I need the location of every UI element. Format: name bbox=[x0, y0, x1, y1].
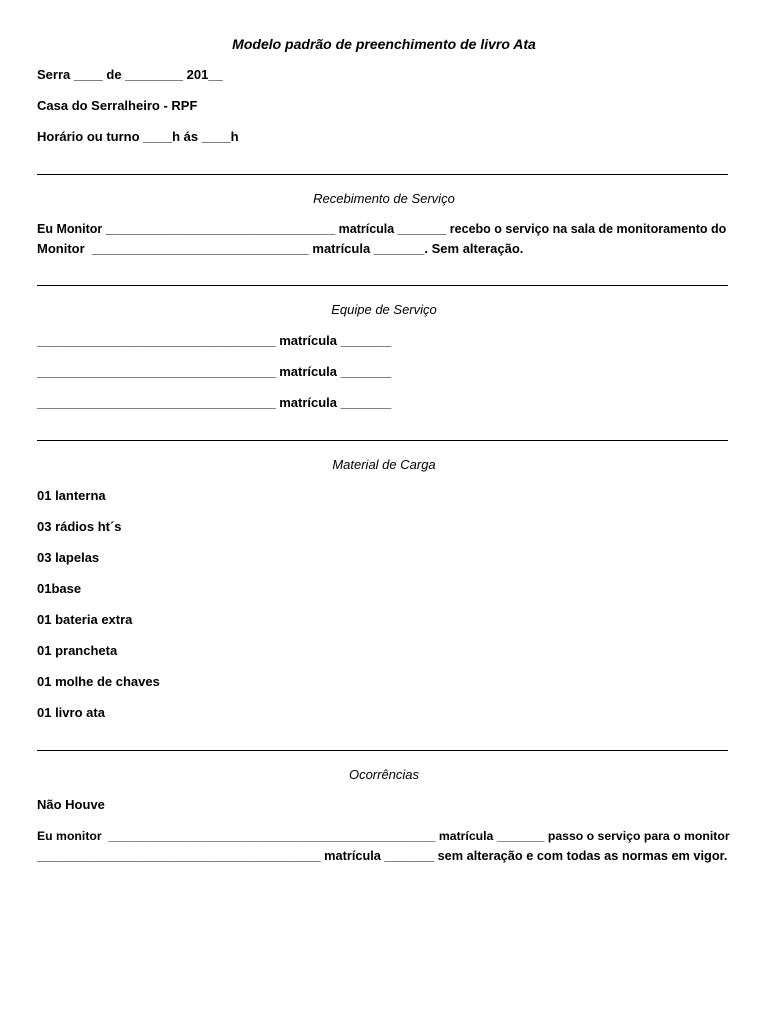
separator-line bbox=[37, 174, 728, 175]
date-line: Serra ____ de ________ 201__ bbox=[37, 67, 223, 82]
team-heading: Equipe de Serviço bbox=[331, 302, 437, 317]
material-item: 01 prancheta bbox=[37, 643, 118, 658]
shift-line: Horário ou turno ____h ás ____h bbox=[37, 129, 239, 144]
team-member-line-1: _________________________________ matrícula _______ bbox=[37, 333, 392, 348]
material-heading: Material de Carga bbox=[332, 457, 436, 472]
material-item: 01 livro ata bbox=[37, 705, 105, 720]
occurrences-heading: Ocorrências bbox=[348, 767, 420, 782]
handover-line-2: ________________________________________ matrícula _______ sem alteração e com todas as normas em vigor. bbox=[37, 848, 728, 863]
occurrence-status: Não Houve bbox=[37, 797, 105, 812]
separator-line bbox=[37, 285, 728, 286]
separator-line bbox=[37, 440, 728, 441]
receipt-line-1: Eu Monitor _________________________________ matrícula _______ recebo o serviço na sala de monitoramento do bbox=[37, 222, 727, 236]
receipt-line-2: Monitor ______________________________ matrícula _______. Sem alteração. bbox=[37, 241, 524, 256]
team-member-line-3: _________________________________ matrícula _______ bbox=[37, 395, 392, 410]
material-item: 01 molhe de chaves bbox=[37, 674, 160, 689]
document-title: Modelo padrão de preenchimento de livro Ata bbox=[232, 36, 536, 52]
material-item: 03 lapelas bbox=[37, 550, 100, 565]
separator-line bbox=[37, 750, 728, 751]
material-item: 01base bbox=[37, 581, 82, 596]
material-item: 03 rádios ht´s bbox=[37, 519, 122, 534]
receipt-heading: Recebimento de Serviço bbox=[313, 191, 455, 206]
material-item: 01 lanterna bbox=[37, 488, 106, 503]
material-item: 01 bateria extra bbox=[37, 612, 133, 627]
location-line: Casa do Serralheiro - RPF bbox=[37, 98, 198, 113]
handover-line-1: Eu monitor ________________________________________________ matrícula _______ passo o serviço para o monitor bbox=[37, 829, 730, 843]
team-member-line-2: _________________________________ matrícula _______ bbox=[37, 364, 392, 379]
